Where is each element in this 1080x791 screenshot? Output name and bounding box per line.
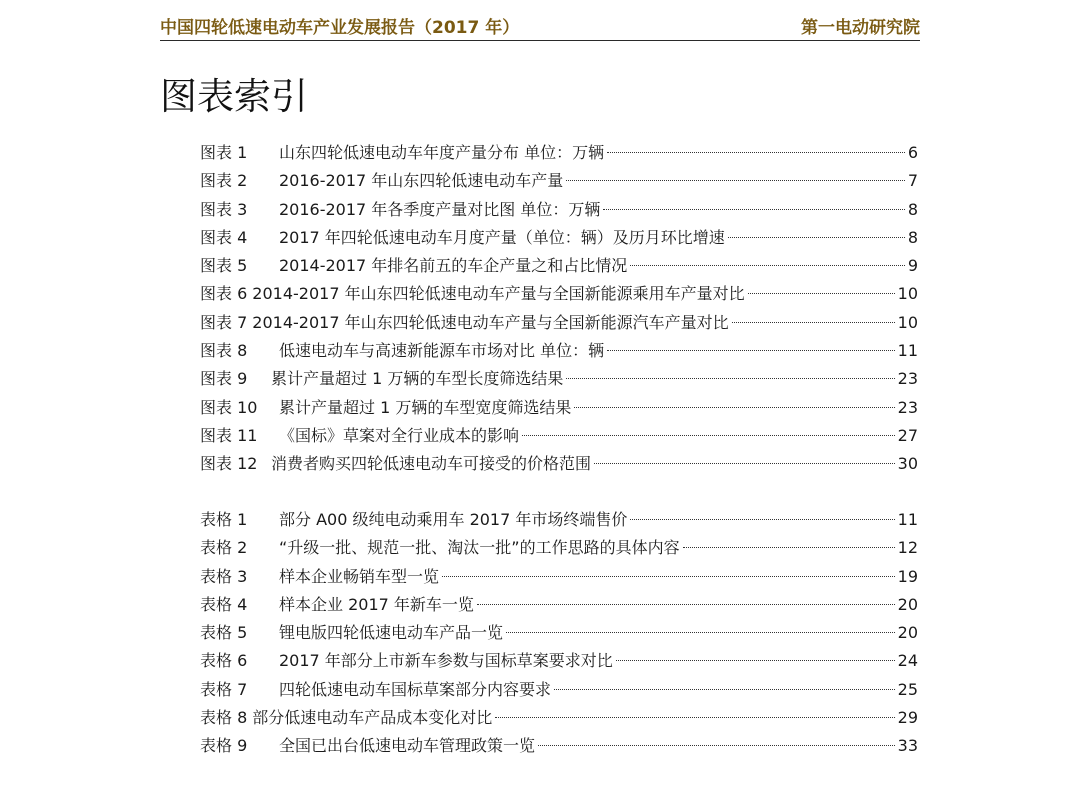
toc-dot-leader xyxy=(607,350,895,351)
table-index-entry[interactable] xyxy=(200,563,918,591)
toc-dot-leader xyxy=(607,152,905,153)
toc-entry-label: 图表 4 xyxy=(200,227,248,247)
toc-page-number: 19 xyxy=(897,566,918,586)
table-index-entry[interactable] xyxy=(200,704,918,732)
toc-entry-title: 2017 年四轮低速电动车月度产量（单位：辆）及历月环比增速 xyxy=(279,227,725,247)
toc-entry-title: 部分 A00 级纯电动乘用车 2017 年市场终端售价 xyxy=(279,510,628,529)
toc-page-number: 10 xyxy=(897,312,918,332)
toc-dot-leader xyxy=(594,463,895,464)
toc-page-number: 30 xyxy=(897,454,918,474)
toc-page-number: 33 xyxy=(897,736,918,756)
toc-page-number: 23 xyxy=(897,397,918,417)
toc-entry-label: 表格 1 xyxy=(200,510,248,529)
toc-entry-label: 表格 9 xyxy=(200,736,248,756)
toc-dot-leader xyxy=(506,632,895,633)
toc-page-number: 8 xyxy=(907,199,918,219)
table-index-entry[interactable] xyxy=(200,647,918,675)
toc-dot-leader xyxy=(554,689,895,690)
toc-entry-label: 表格 8 xyxy=(200,708,248,728)
toc-page-number: 11 xyxy=(897,341,918,361)
figure-index-entry[interactable] xyxy=(200,422,918,450)
toc-entry-title: 2014-2017 年山东四轮低速电动车产量与全国新能源汽车产量对比 xyxy=(252,312,729,332)
toc-dot-leader xyxy=(574,407,894,408)
toc-entry-label: 图表 5 xyxy=(200,256,248,276)
toc-dot-leader xyxy=(732,322,895,323)
toc-entry-title: 全国已出台低速电动车管理政策一览 xyxy=(279,736,536,756)
header-report-title: 中国四轮低速电动车产业发展报告（2017 年） xyxy=(160,17,520,38)
toc-dot-leader xyxy=(538,745,895,746)
table-index-list xyxy=(200,506,918,761)
toc-dot-leader xyxy=(603,209,904,210)
toc-dot-leader xyxy=(495,717,894,718)
toc-entry-label: 图表 3 xyxy=(200,199,248,219)
table-index-entry[interactable] xyxy=(200,506,918,534)
toc-entry-title: “升级一批、规范一批、淘汰一批”的工作思路的具体内容 xyxy=(279,538,680,558)
toc-page-number: 7 xyxy=(907,171,918,191)
toc-entry-label: 图表 9 xyxy=(200,369,248,389)
toc-entry-title: 累计产量超过 1 万辆的车型长度筛选结果 xyxy=(271,369,564,389)
toc-entry-label: 表格 3 xyxy=(200,566,248,586)
toc-entry-title: 2014-2017 年排名前五的车企产量之和占比情况 xyxy=(279,256,628,276)
figure-index-entry[interactable] xyxy=(200,450,918,478)
toc-entry-title: 部分低速电动车产品成本变化对比 xyxy=(252,708,493,728)
toc-entry-label: 图表 1 xyxy=(200,143,248,162)
table-index-entry[interactable] xyxy=(200,732,918,760)
toc-entry-title: 样本企业 2017 年新车一览 xyxy=(279,594,474,614)
toc-page-number: 11 xyxy=(897,510,918,529)
figure-index-entry[interactable] xyxy=(200,309,918,337)
toc-page-number: 23 xyxy=(897,369,918,389)
toc-page-number: 29 xyxy=(897,708,918,728)
figure-index-list xyxy=(200,139,918,479)
figure-index-entry[interactable] xyxy=(200,252,918,280)
toc-page-number: 10 xyxy=(897,284,918,304)
toc-dot-leader xyxy=(683,547,895,548)
header-publisher: 第一电动研究院 xyxy=(801,17,920,38)
toc-entry-title: 四轮低速电动车国标草案部分内容要求 xyxy=(279,679,552,699)
toc-entry-title: 2016-2017 年各季度产量对比图 单位：万辆 xyxy=(279,199,601,219)
figure-index-entry[interactable] xyxy=(200,365,918,393)
toc-entry-title: 2017 年部分上市新车参数与国标草案要求对比 xyxy=(279,651,613,671)
toc-page-number: 6 xyxy=(907,143,918,162)
toc-dot-leader xyxy=(442,576,895,577)
toc-entry-title: 2014-2017 年山东四轮低速电动车产量与全国新能源乘用车产量对比 xyxy=(252,284,745,304)
toc-entry-title: 锂电版四轮低速电动车产品一览 xyxy=(279,623,504,643)
toc-entry-label: 图表 12 xyxy=(200,454,258,474)
toc-entry-label: 表格 6 xyxy=(200,651,248,671)
toc-entry-title: 2016-2017 年山东四轮低速电动车产量 xyxy=(279,171,564,191)
toc-dot-leader xyxy=(477,604,895,605)
toc-entry-title: 《国标》草案对全行业成本的影响 xyxy=(279,425,520,445)
page-header xyxy=(160,10,920,41)
figure-index-entry[interactable] xyxy=(200,224,918,252)
toc-dot-leader xyxy=(566,378,894,379)
toc-entry-title: 样本企业畅销车型一览 xyxy=(279,566,440,586)
toc-page-number: 20 xyxy=(897,623,918,643)
toc-entry-label: 图表 2 xyxy=(200,171,248,191)
toc-entry-title: 累计产量超过 1 万辆的车型宽度筛选结果 xyxy=(279,397,572,417)
figure-index-entry[interactable] xyxy=(200,337,918,365)
toc-entry-label: 表格 4 xyxy=(200,594,248,614)
figure-index-entry[interactable] xyxy=(200,139,918,167)
toc-entry-title: 消费者购买四轮低速电动车可接受的价格范围 xyxy=(271,454,592,474)
toc-dot-leader xyxy=(566,180,905,181)
table-index-entry[interactable] xyxy=(200,619,918,647)
toc-dot-leader xyxy=(616,660,895,661)
toc-page-number: 27 xyxy=(897,425,918,445)
figure-index-entry[interactable] xyxy=(200,280,918,308)
toc-entry-title: 低速电动车与高速新能源车市场对比 单位：辆 xyxy=(279,341,605,361)
toc-entry-label: 表格 5 xyxy=(200,623,248,643)
toc-dot-leader xyxy=(728,237,905,238)
toc-entry-label: 图表 10 xyxy=(200,397,258,417)
figure-index-entry[interactable] xyxy=(200,394,918,422)
figure-index-entry[interactable] xyxy=(200,196,918,224)
table-index-entry[interactable] xyxy=(200,676,918,704)
toc-dot-leader xyxy=(630,265,905,266)
toc-page-number: 24 xyxy=(897,651,918,671)
toc-page-number: 25 xyxy=(897,679,918,699)
figure-index-entry[interactable] xyxy=(200,167,918,195)
toc-entry-label: 图表 6 xyxy=(200,284,248,304)
toc-entry-label: 表格 2 xyxy=(200,538,248,558)
toc-entry-title: 山东四轮低速电动车年度产量分布 单位：万辆 xyxy=(279,143,605,162)
toc-page-number: 8 xyxy=(907,227,918,247)
toc-page-number: 20 xyxy=(897,594,918,614)
toc-entry-label: 图表 7 xyxy=(200,312,248,332)
toc-entry-label: 表格 7 xyxy=(200,679,248,699)
table-index-entry[interactable] xyxy=(200,591,918,619)
toc-dot-leader xyxy=(522,435,895,436)
table-index-entry[interactable] xyxy=(200,534,918,562)
toc-page-number: 9 xyxy=(907,256,918,276)
toc-entry-label: 图表 8 xyxy=(200,341,248,361)
toc-dot-leader xyxy=(748,293,895,294)
toc-entry-label: 图表 11 xyxy=(200,425,258,445)
page-title: 图表索引 xyxy=(160,75,308,118)
toc-page-number: 12 xyxy=(897,538,918,558)
toc-dot-leader xyxy=(630,519,894,520)
